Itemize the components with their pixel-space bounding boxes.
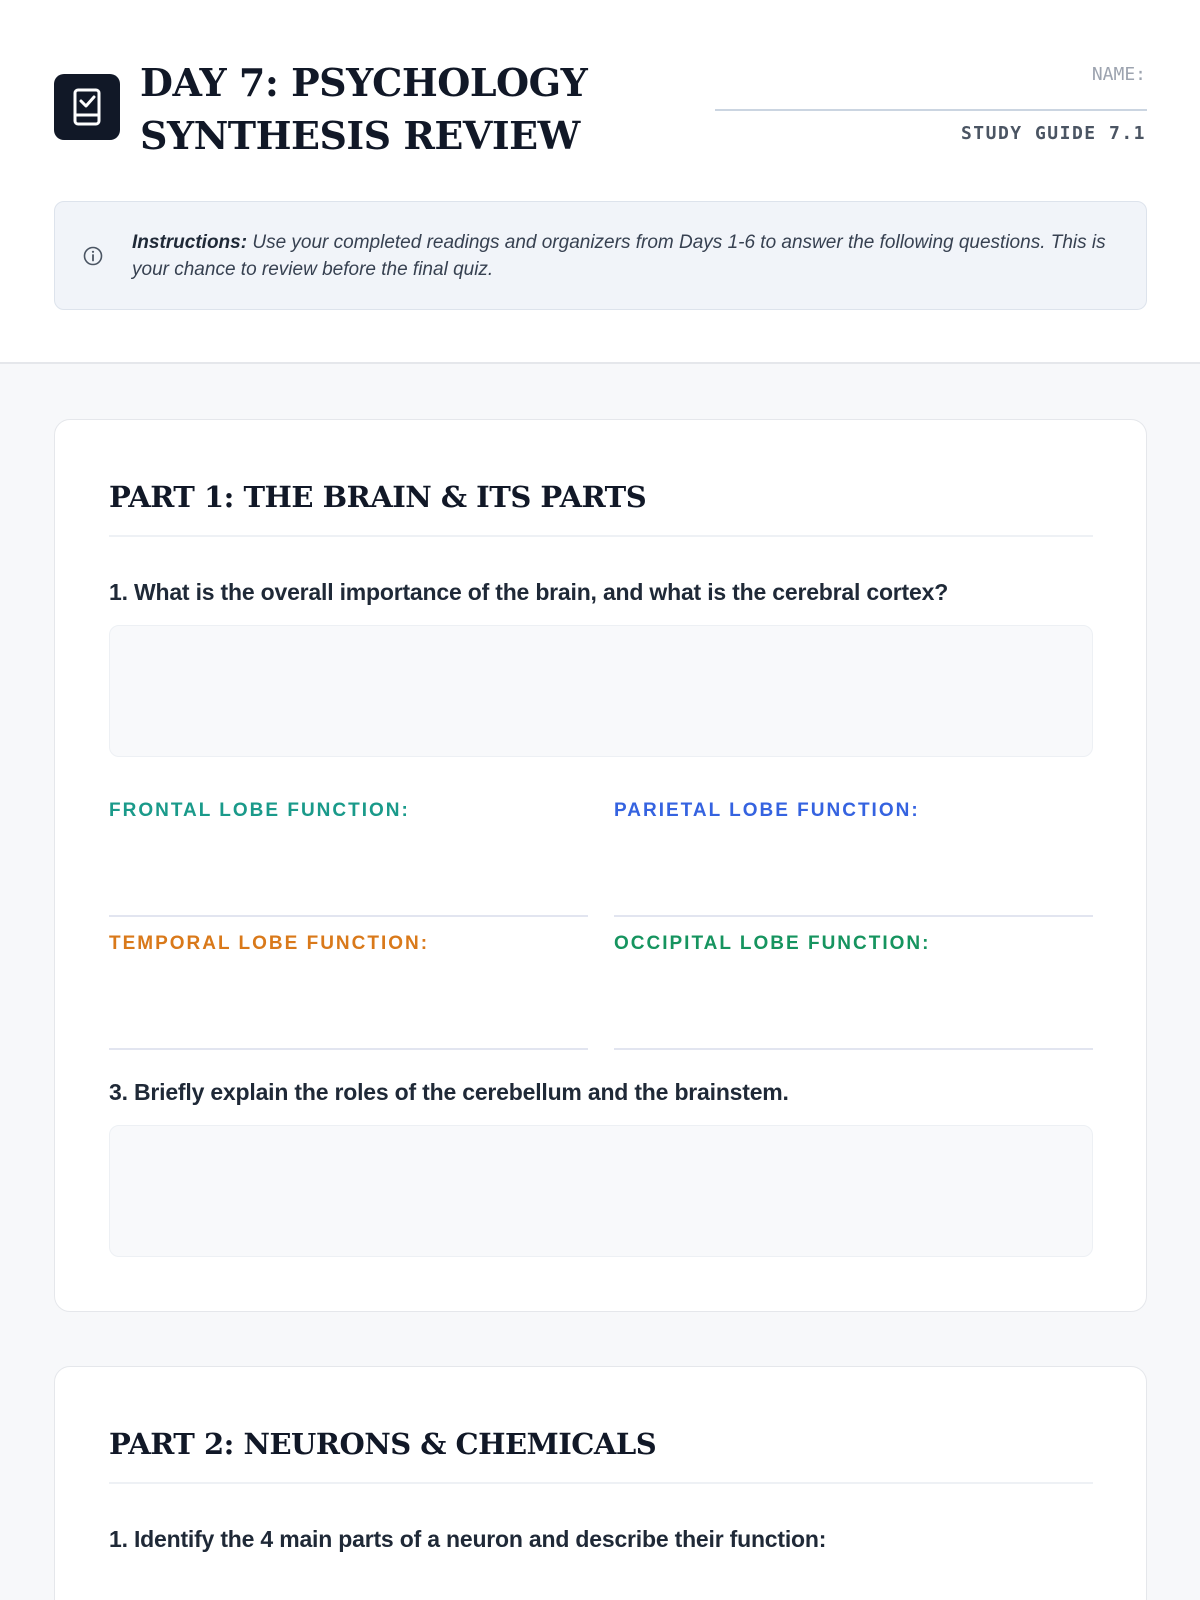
instructions-text [132, 229, 1112, 283]
part-2-card [54, 1366, 1147, 1600]
name-label: NAME: [1091, 64, 1146, 85]
part-1-divider [109, 535, 1093, 537]
part-1-title: PART 1: THE BRAIN & ITS PARTS [109, 480, 647, 514]
book-check-icon [70, 87, 104, 127]
study-guide-label: STUDY GUIDE 7.1 [960, 123, 1146, 144]
page-title-line-1: DAY 7: PSYCHOLOGY [140, 60, 588, 105]
parietal-lobe-field[interactable] [614, 800, 1093, 917]
temporal-lobe-label: TEMPORAL LOBE FUNCTION: [109, 933, 430, 954]
part-2-title: PART 2: NEURONS & CHEMICALS [109, 1427, 657, 1461]
part-1-question-1: 1. What is the overall importance of the brain, and what is the cerebral cortex? [109, 579, 949, 605]
page-title [140, 56, 660, 162]
frontal-lobe-label: FRONTAL LOBE FUNCTION: [109, 800, 410, 821]
instructions-box [54, 201, 1147, 310]
info-icon [82, 245, 104, 267]
frontal-lobe-field[interactable] [109, 800, 588, 917]
header [0, 0, 1200, 364]
occipital-lobe-label: OCCIPITAL LOBE FUNCTION: [614, 933, 931, 954]
instructions-label: Instructions: [132, 232, 248, 253]
part-2-question-1: 1. Identify the 4 main parts of a neuron and describe their function: [109, 1526, 827, 1552]
temporal-lobe-field[interactable] [109, 933, 588, 1050]
part-1-card [54, 419, 1147, 1312]
instructions-body: Use your completed readings and organizers from Days 1-6 to answer the following questions. This is your chance to review before the final quiz. [132, 232, 1106, 280]
part-1-question-3: 3. Briefly explain the roles of the cerebellum and the brainstem. [109, 1079, 789, 1105]
occipital-lobe-field[interactable] [614, 933, 1093, 1050]
part-2-divider [109, 1482, 1093, 1484]
part-1-answer-3[interactable] [109, 1125, 1093, 1257]
logo [54, 74, 120, 140]
page-title-line-2: SYNTHESIS REVIEW [140, 113, 580, 158]
part-1-answer-1[interactable] [109, 625, 1093, 757]
name-field[interactable] [715, 109, 1147, 111]
parietal-lobe-label: PARIETAL LOBE FUNCTION: [614, 800, 920, 821]
